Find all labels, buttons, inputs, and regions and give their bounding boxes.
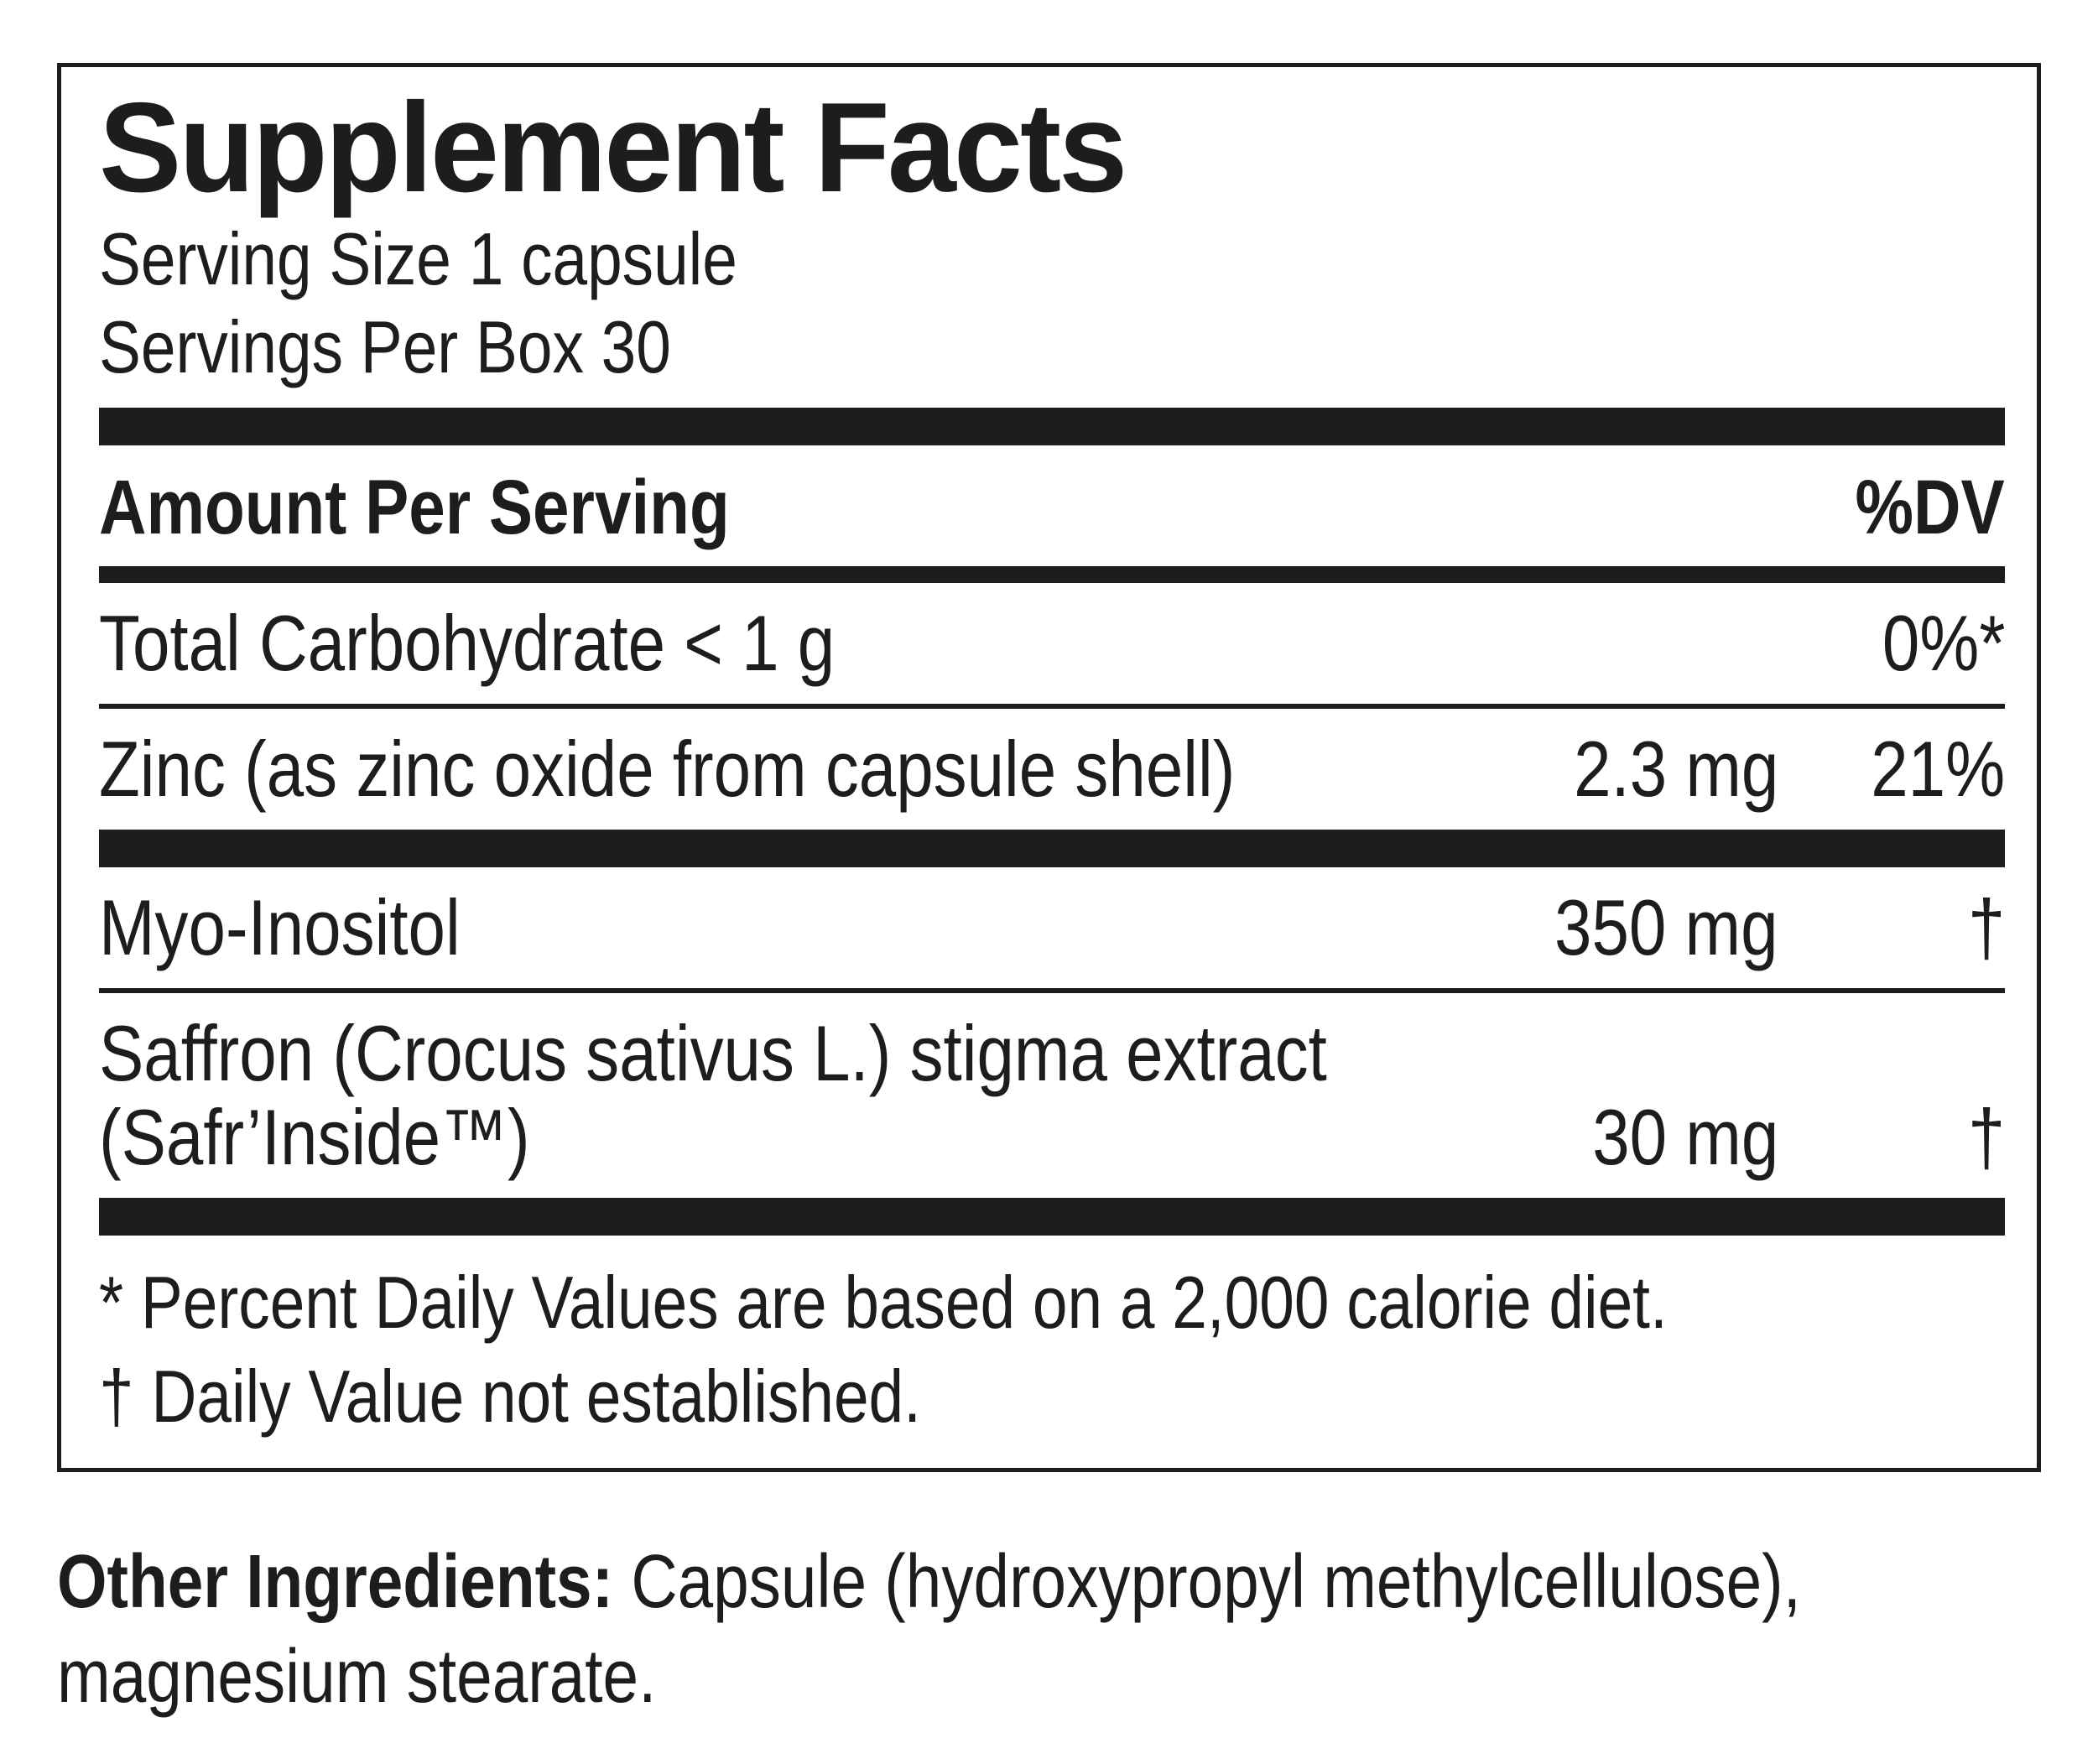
- nutrient-amount: 30 mg: [1591, 1093, 1778, 1181]
- divider-thick-middle: [99, 830, 2005, 867]
- dv-column-header: %DV: [1855, 465, 2005, 550]
- nutrient-dv: †: [1967, 883, 2005, 971]
- nutrient-amount: 2.3 mg: [1573, 725, 1778, 813]
- nutrient-name: Myo-Inositol: [99, 883, 461, 971]
- serving-size-line: [99, 215, 2005, 303]
- supplement-facts-panel: [57, 63, 2041, 1472]
- nutrient-name-line1: Saffron (Crocus sativus L.) stigma extract: [99, 1009, 1327, 1097]
- divider-thick-bottom: [99, 1198, 2005, 1236]
- nutrient-dv: †: [1967, 1093, 2005, 1181]
- nutrient-name: Zinc (as zinc oxide from capsule shell): [99, 725, 1236, 813]
- footnote-percent-dv: * Percent Daily Values are based on a 2,000 calorie diet.: [99, 1261, 1668, 1344]
- nutrient-amount: 350 mg: [1554, 883, 1778, 971]
- footnote-dagger: † Daily Value not established.: [99, 1355, 921, 1438]
- servings-per-box-line: [99, 303, 2005, 391]
- nutrient-name: [99, 1009, 1559, 1181]
- panel-title: [99, 76, 2005, 219]
- nutrient-row-saffron: [99, 993, 2005, 1198]
- other-ingredients-line1: [57, 1535, 1801, 1630]
- footnotes: [99, 1256, 2005, 1444]
- servings-per-box-text: Servings Per Box 30: [99, 305, 671, 388]
- serving-size-text: Serving Size 1 capsule: [99, 217, 737, 300]
- amount-per-serving-header: Amount Per Serving: [99, 465, 730, 550]
- panel-title-text: Supplement Facts: [99, 76, 1126, 219]
- column-header-row: [99, 445, 2005, 566]
- other-ingredients-label: Other Ingredients:: [57, 1540, 614, 1624]
- nutrient-row-total-carbohydrate: [99, 583, 2005, 704]
- other-ingredients: [57, 1535, 2045, 1725]
- nutrient-dv: 21%: [1871, 725, 2005, 813]
- nutrient-row-zinc: [99, 709, 2005, 830]
- nutrient-dv: 0%*: [1882, 599, 2005, 687]
- nutrient-name-line2: (Safr’Inside™): [99, 1093, 530, 1181]
- divider-thick-top: [99, 408, 2005, 445]
- other-ingredients-line1-rest: Capsule (hydroxypropyl methylcellulose),: [613, 1540, 1801, 1624]
- other-ingredients-line2: magnesium stearate.: [57, 1635, 657, 1719]
- nutrient-name: Total Carbohydrate < 1 g: [99, 599, 836, 687]
- nutrient-row-myo-inositol: [99, 867, 2005, 988]
- divider-medium: [99, 566, 2005, 583]
